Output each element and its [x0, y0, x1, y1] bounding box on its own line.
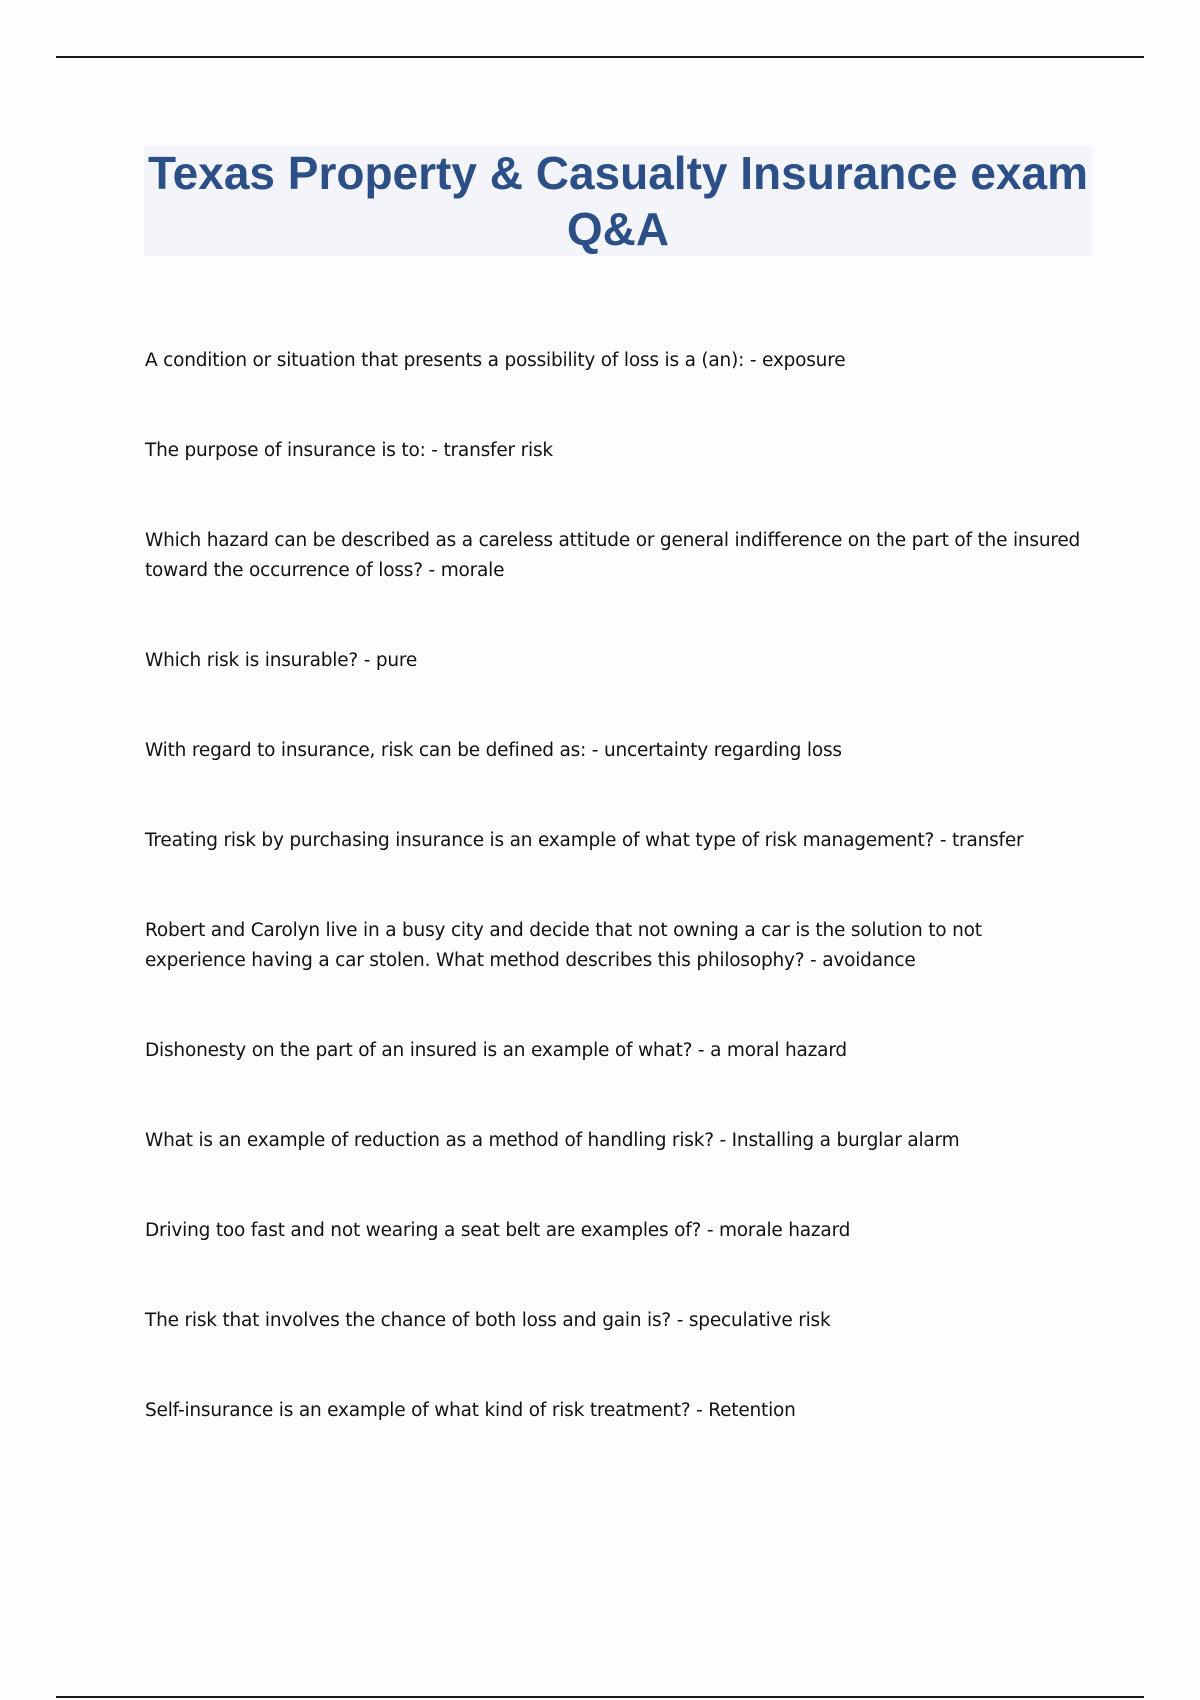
qa-item: Robert and Carolyn live in a busy city and decide that not owning a car is the solution to not experience having a car stolen. What method describes this philosophy? - avoidance [145, 920, 982, 971]
qa-item: With regard to insurance, risk can be defined as: - uncertainty regarding loss [145, 740, 842, 761]
qa-item: Which risk is insurable? - pure [145, 650, 418, 671]
top-rule [56, 56, 1144, 58]
qa-item: Driving too fast and not wearing a seat belt are examples of? - morale hazard [145, 1220, 851, 1241]
title-banner [144, 146, 1092, 256]
qa-item: What is an example of reduction as a method of handling risk? - Installing a burglar alarm [145, 1130, 960, 1151]
qa-item: The risk that involves the chance of both loss and gain is? - speculative risk [145, 1310, 831, 1331]
qa-item: The purpose of insurance is to: - transfer risk [145, 440, 553, 461]
qa-item: Treating risk by purchasing insurance is an example of what type of risk management? - transfer [145, 830, 1024, 851]
bottom-rule [56, 1696, 1144, 1698]
qa-item: Which hazard can be described as a careless attitude or general indifference on the part of the insured toward the occurrence of loss? - morale [145, 530, 1081, 581]
document-title: Texas Property & Casualty Insurance exam Q&A [147, 147, 1088, 255]
qa-list [145, 346, 1085, 1486]
qa-item: Self-insurance is an example of what kind of risk treatment? - Retention [145, 1400, 796, 1421]
qa-item: A condition or situation that presents a possibility of loss is a (an): - exposure [145, 350, 846, 371]
qa-item: Dishonesty on the part of an insured is an example of what? - a moral hazard [145, 1040, 847, 1061]
